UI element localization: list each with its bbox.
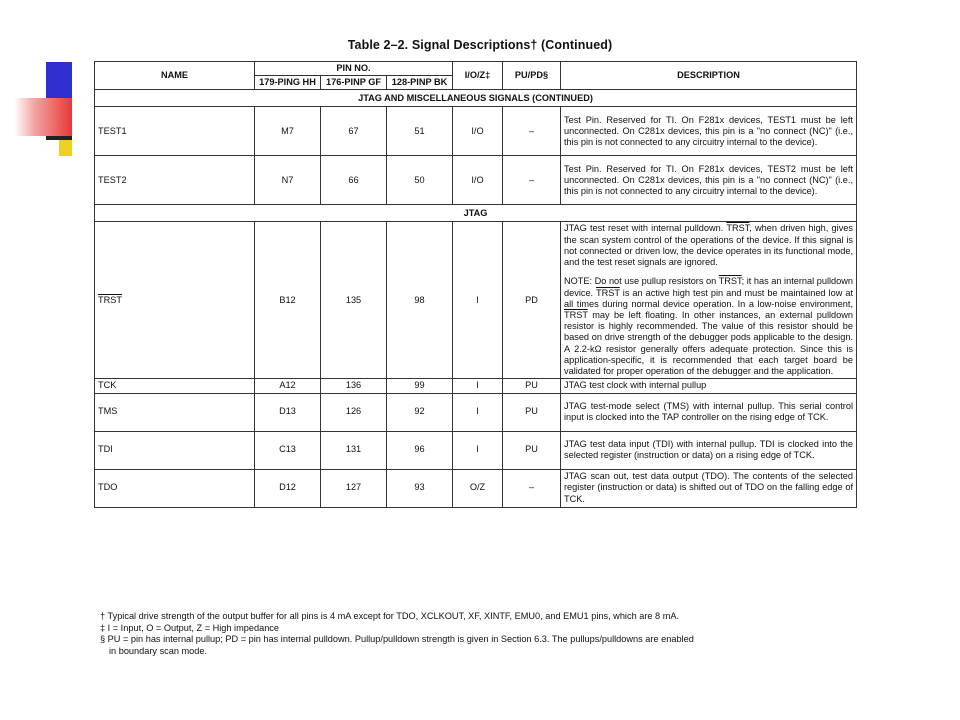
section-row [95,205,857,222]
footnote-section-continued: in boundary scan mode. [109,645,208,656]
io-type: I [453,222,503,379]
signal-name: TDI [95,431,255,469]
pupd: – [503,156,561,205]
io-type: I [453,379,503,393]
slide-accent-red [14,98,72,136]
pin-128: 51 [387,107,453,156]
section-jtag-misc: JTAG AND MISCELLANEOUS SIGNALS (CONTINUED) [95,90,857,107]
io-type: I [453,431,503,469]
pin-128: 99 [387,379,453,393]
pin-176: 66 [321,156,387,205]
footnote-dagger: † Typical drive strength of the output buffer for all pins is 4 mA except for TDO, XCLKOUT, XF, XINTF, EMU0, and EMU1 pins, which are 8 mA. [100,611,680,621]
table-row [95,156,857,205]
pin-179: N7 [255,156,321,205]
signal-name: TMS [95,393,255,431]
pin-179: D13 [255,393,321,431]
pin-128: 50 [387,156,453,205]
pin-176: 126 [321,393,387,431]
footnote-section: § PU = pin has internal pullup; PD = pin has internal pulldown. Pullup/pulldown strength is given in Section 6.3. The pullups/pulldowns are enabled [100,634,694,644]
pin-128: 92 [387,393,453,431]
pin-176: 136 [321,379,387,393]
signal-name [95,222,255,379]
signal-description: JTAG scan out, test data output (TDO). The contents of the selected register (instruction or data) is shifted out of TDO on the falling edge of TCK. [561,469,857,507]
pin-179: D12 [255,469,321,507]
io-type: I/O [453,156,503,205]
io-type: O/Z [453,469,503,507]
table-row [95,222,857,379]
pin-179: B12 [255,222,321,379]
signal-name: TCK [95,379,255,393]
signal-descriptions-table [94,61,857,508]
io-type: I/O [453,107,503,156]
pupd: PU [503,393,561,431]
pupd: PD [503,222,561,379]
pupd: – [503,469,561,507]
table-title: Table 2–2. Signal Descriptions† (Continued) [347,38,613,52]
signal-description: Test Pin. Reserved for TI. On F281x devices, TEST2 must be left unconnected. On C281x devices, this pin is a "no connect (NC)" (i.e., this pin is not connected to any circuitry internal to the device). [561,156,857,205]
signal-description: JTAG test-mode select (TMS) with internal pullup. This serial control input is clocked into the TAP controller on the rising edge of TCK. [561,393,857,431]
table-row [95,393,857,431]
header-pupd: PU/PD§ [503,62,561,90]
signal-description: JTAG test data input (TDI) with internal pullup. TDI is clocked into the selected register (instruction or data) on a rising edge of TCK. [561,431,857,469]
header-pin-no: PIN NO. [255,62,453,76]
header-description: DESCRIPTION [561,62,857,90]
header-pkg-128: 128-PINP BK [387,76,453,90]
header-io: I/O/Z‡ [453,62,503,90]
pin-176: 135 [321,222,387,379]
description-paragraph: JTAG test reset with internal pulldown. TRST, when driven high, gives the scan system control of the operations of the device. If this signal is not connected or driven low, the device operates in its functional mode, and the test reset signals are ignored. [564,223,853,268]
section-row [95,90,857,107]
pin-179: A12 [255,379,321,393]
signal-name: TEST1 [95,107,255,156]
pupd: – [503,107,561,156]
signal-description: JTAG test clock with internal pullup [561,379,857,393]
section-jtag: JTAG [95,205,857,222]
table-row [95,379,857,393]
pin-128: 96 [387,431,453,469]
pin-176: 67 [321,107,387,156]
slide-accent-yellow [59,140,72,156]
pin-128: 93 [387,469,453,507]
pin-176: 131 [321,431,387,469]
pin-176: 127 [321,469,387,507]
footnote-double-dagger: ‡ I = Input, O = Output, Z = High impedance [100,622,280,633]
pin-179: M7 [255,107,321,156]
footnotes [100,611,860,657]
pupd: PU [503,379,561,393]
table-row [95,107,857,156]
header-pkg-176: 176-PINP GF [321,76,387,90]
header-pkg-179: 179-PING HH [255,76,321,90]
table-row [95,431,857,469]
signal-name-text: TRST [98,294,122,305]
signal-description: Test Pin. Reserved for TI. On F281x devices, TEST1 must be left unconnected. On C281x devices, this pin is a "no connect (NC)" (i.e., this pin is not connected to any circuitry internal to the device). [561,107,857,156]
slide-accent-blue [46,62,72,98]
pin-179: C13 [255,431,321,469]
io-type: I [453,393,503,431]
description-note: NOTE: Do not use pullup resistors on TRST; it has an internal pulldown device. TRST is an active high test pin and must be maintained low at all times during normal device operation. In a low-noise environment, TRST may be left floating. In other instances, an external pulldown resistor is highly recommended. The value of this resistor should be based on drive strength of the debugger pods applicable to the design. A 2.2-kΩ resistor generally offers adequate protection. Since this is application-specific, it is recommended that each target board be validated for proper operation of the debugger and the application. [564,276,854,377]
pin-128: 98 [387,222,453,379]
signal-name: TDO [95,469,255,507]
signal-name: TEST2 [95,156,255,205]
header-name: NAME [95,62,255,90]
table-row [95,469,857,507]
pupd: PU [503,431,561,469]
signal-description [561,222,857,379]
